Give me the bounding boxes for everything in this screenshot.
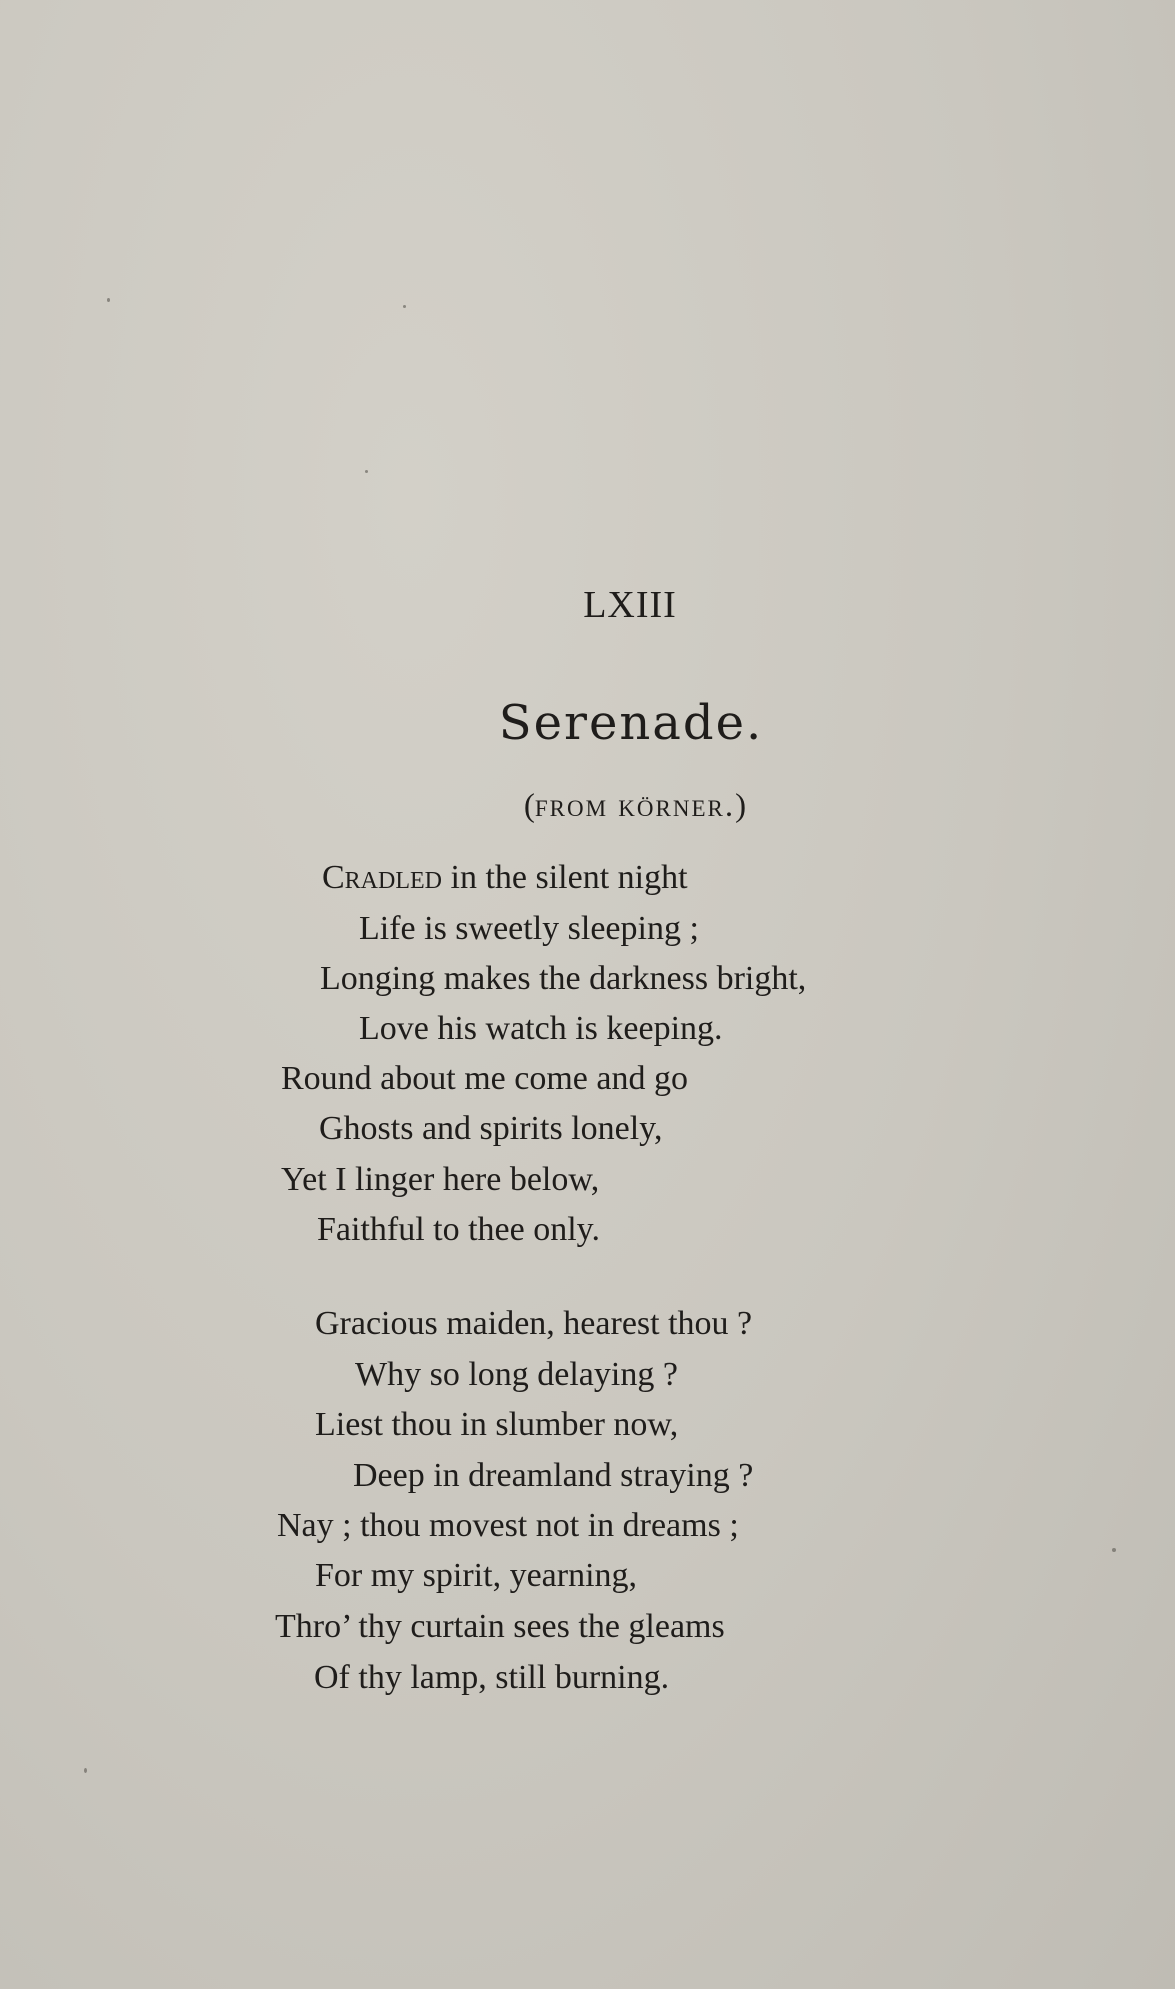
paper-speck [84, 1768, 87, 1773]
poem-line: Thro’ thy curtain sees the gleams [275, 1608, 725, 1645]
poem-line [322, 856, 688, 900]
poem-line: Gracious maiden, hearest thou ? [315, 1305, 753, 1342]
poem-line: Of thy lamp, still burning. [314, 1659, 670, 1696]
paper-speck [365, 470, 368, 473]
poem-line: Longing makes the darkness bright, [320, 960, 807, 997]
poem-line: Yet I linger here below, [281, 1161, 600, 1198]
poem-line: Life is sweetly sleeping ; [359, 910, 699, 947]
poem-source [0, 784, 1175, 828]
poem-line: For my spirit, yearning, [315, 1557, 638, 1594]
line-lead-word: Cradled [322, 859, 443, 896]
source-close-paren: ) [735, 788, 747, 824]
poem-line: Love his watch is keeping. [359, 1010, 723, 1047]
poem-line: Nay ; thou movest not in dreams ; [277, 1507, 739, 1544]
paper-speck [107, 298, 110, 302]
poem-line: Faithful to thee only. [317, 1211, 600, 1248]
poem-line: Round about me come and go [281, 1060, 688, 1097]
poem-title: Serenade. [498, 695, 764, 751]
source-open-paren: ( [523, 788, 535, 824]
poem-number: LXIII [583, 584, 677, 626]
source-author: from körner. [534, 788, 736, 824]
poem-line: Why so long delaying ? [355, 1356, 678, 1393]
paper-speck [403, 305, 406, 308]
paper-speck [1112, 1548, 1116, 1552]
poem-line: Ghosts and spirits lonely, [319, 1110, 663, 1147]
line-text: in the silent night [442, 859, 688, 896]
poem-line: Liest thou in slumber now, [315, 1406, 679, 1443]
poem-line: Deep in dreamland straying ? [353, 1457, 754, 1494]
